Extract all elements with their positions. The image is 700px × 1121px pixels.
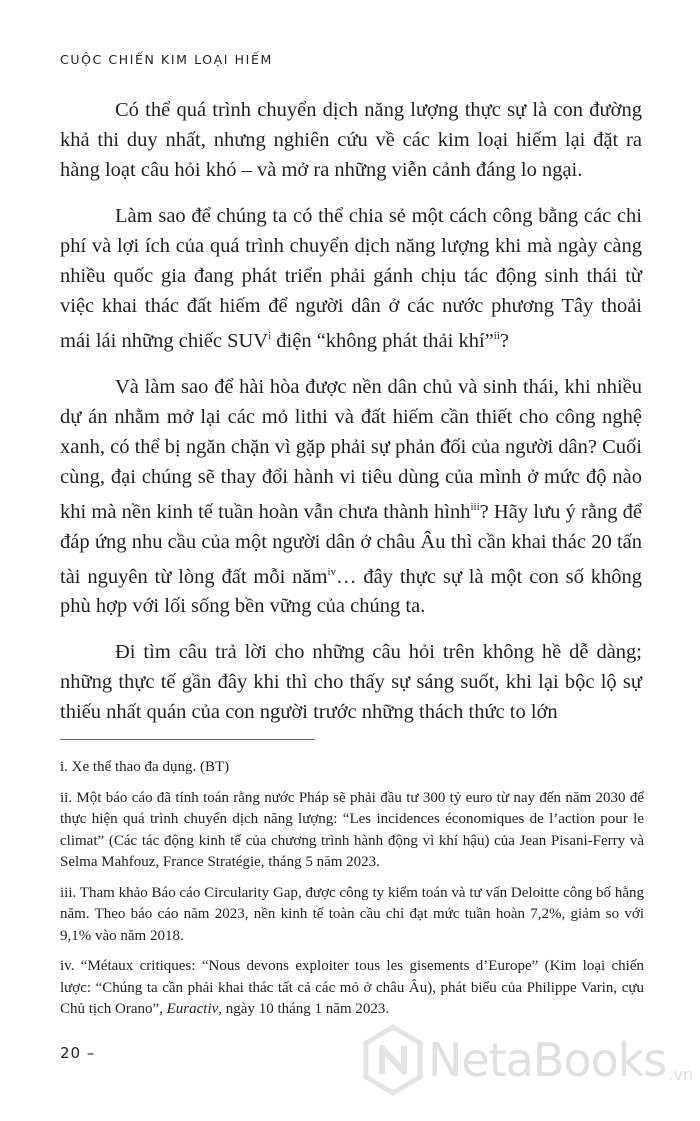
footnotes bbox=[60, 757, 644, 1030]
footnote-iv bbox=[60, 956, 644, 1021]
paragraph-2-text-c: ? bbox=[499, 329, 509, 352]
running-head: CUỘC CHIẾN KIM LOẠI HIẾM bbox=[60, 52, 273, 67]
page-number: 20 – bbox=[60, 1044, 96, 1062]
watermark-suffix: .vn bbox=[668, 1065, 694, 1084]
footnote-ii: ii. Một báo cáo đã tính toán rằng nước Pháp sẽ phải đầu tư 300 tỷ euro từ nay đến năm 2030 để thực hiện quá trình chuyển dịch năng lượng: “Les incidences économiques de l’action pour le climat” (Các tác động kinh tế của chương trình hành động vì khí hậu) của Jean Pisani-Ferry và Selma Mahfouz, France Stratégie, tháng 5 năm 2023. bbox=[60, 789, 644, 870]
paragraph-4: Đi tìm câu trả lời cho những câu hỏi trên không hề dễ dàng; những thực tế gần đây khi thì cho thấy sự sáng suốt, khi lại bộc lộ sự thiếu nhất quán của con người trước những thách thức to lớn bbox=[60, 641, 642, 724]
paragraph-3-text-c: … đây thực sự là một con số không phù hợp với lối sống bền vững của chúng ta. bbox=[60, 565, 642, 618]
watermark bbox=[362, 1024, 693, 1096]
paragraph-2-text-b: điện “không phát thải khí” bbox=[271, 329, 494, 352]
footnote-separator bbox=[60, 739, 315, 740]
footnote-iv-text-a: iv. “Métaux critiques: “Nous devons exploiter tous les gisements d’Europe” (Kim loại chiến lược: “Chúng ta cần phải khai thác tất cả các mỏ ở châu Âu), phát biểu của Philippe Varin, cựu Chủ tịch Orano”, bbox=[60, 958, 644, 1017]
paragraph-3 bbox=[60, 372, 642, 622]
footnote-ref-iv: iv bbox=[327, 565, 337, 578]
footnote-i: i. Xe thể thao đa dụng. (BT) bbox=[60, 759, 230, 775]
paragraph-1: Có thể quá trình chuyển dịch năng lượng thực sự là con đường khả thi duy nhất, nhưng nghiên cứu về các kim loại hiếm lại đặt ra hàng loạt câu hỏi khó – và mở ra những viễn cảnh đáng lo ngại. bbox=[60, 99, 642, 181]
netabooks-logo-icon bbox=[362, 1024, 424, 1096]
paragraph-2 bbox=[60, 201, 642, 356]
footnote-iv-text-b: , ngày 10 tháng 1 năm 2023. bbox=[218, 1001, 390, 1017]
footnote-ref-iii: iii bbox=[470, 500, 480, 513]
footnote-ref-i: i bbox=[268, 330, 272, 342]
body-text bbox=[60, 95, 642, 743]
paragraph-3-text-a: Và làm sao để hài hòa được nền dân chủ và sinh thái, khi nhiều dự án nhằm mở lại các mỏ lithi và đất hiếm cần thiết cho công nghệ xanh, có thể bị ngăn chặn vì gặp phải sự phản đối của người dân? Cuối cùng, đại chúng sẽ thay đổi hành vi tiêu dùng của mình ở mức độ nào khi mà nền kinh tế tuần hoàn vẫn chưa thành hình bbox=[60, 375, 642, 523]
footnote-ref-ii: ii bbox=[493, 330, 500, 342]
footnote-iv-source: Euractiv bbox=[166, 1001, 219, 1017]
watermark-brand: NetaBooks bbox=[428, 1033, 667, 1087]
paragraph-3-text-b: ? Hãy lưu ý rằng để đáp ứng nhu cầu của một người dân ở châu Âu thì cần khai thác 20 tấn tài nguyên từ lòng đất mỗi năm bbox=[60, 500, 642, 588]
paragraph-2-text-a: Làm sao để chúng ta có thể chia sẻ một cách công bằng các chi phí và lợi ích của quá trình chuyển dịch năng lượng khi mà ngày càng nhiều quốc gia đang phát triển phải gánh chịu tác động sinh thái từ việc khai thác đất hiếm để người dân ở các nước phương Tây thoải mái lái những chiếc SUV bbox=[60, 205, 642, 352]
footnote-iii: iii. Tham khảo Báo cáo Circularity Gap, được công ty kiểm toán và tư vấn Deloitte công bố hằng năm. Theo báo cáo năm 2023, nền kinh tế toàn cầu chỉ đạt mức tuần hoàn 7,2%, giảm so với 9,1% vào năm 2018. bbox=[60, 884, 644, 944]
